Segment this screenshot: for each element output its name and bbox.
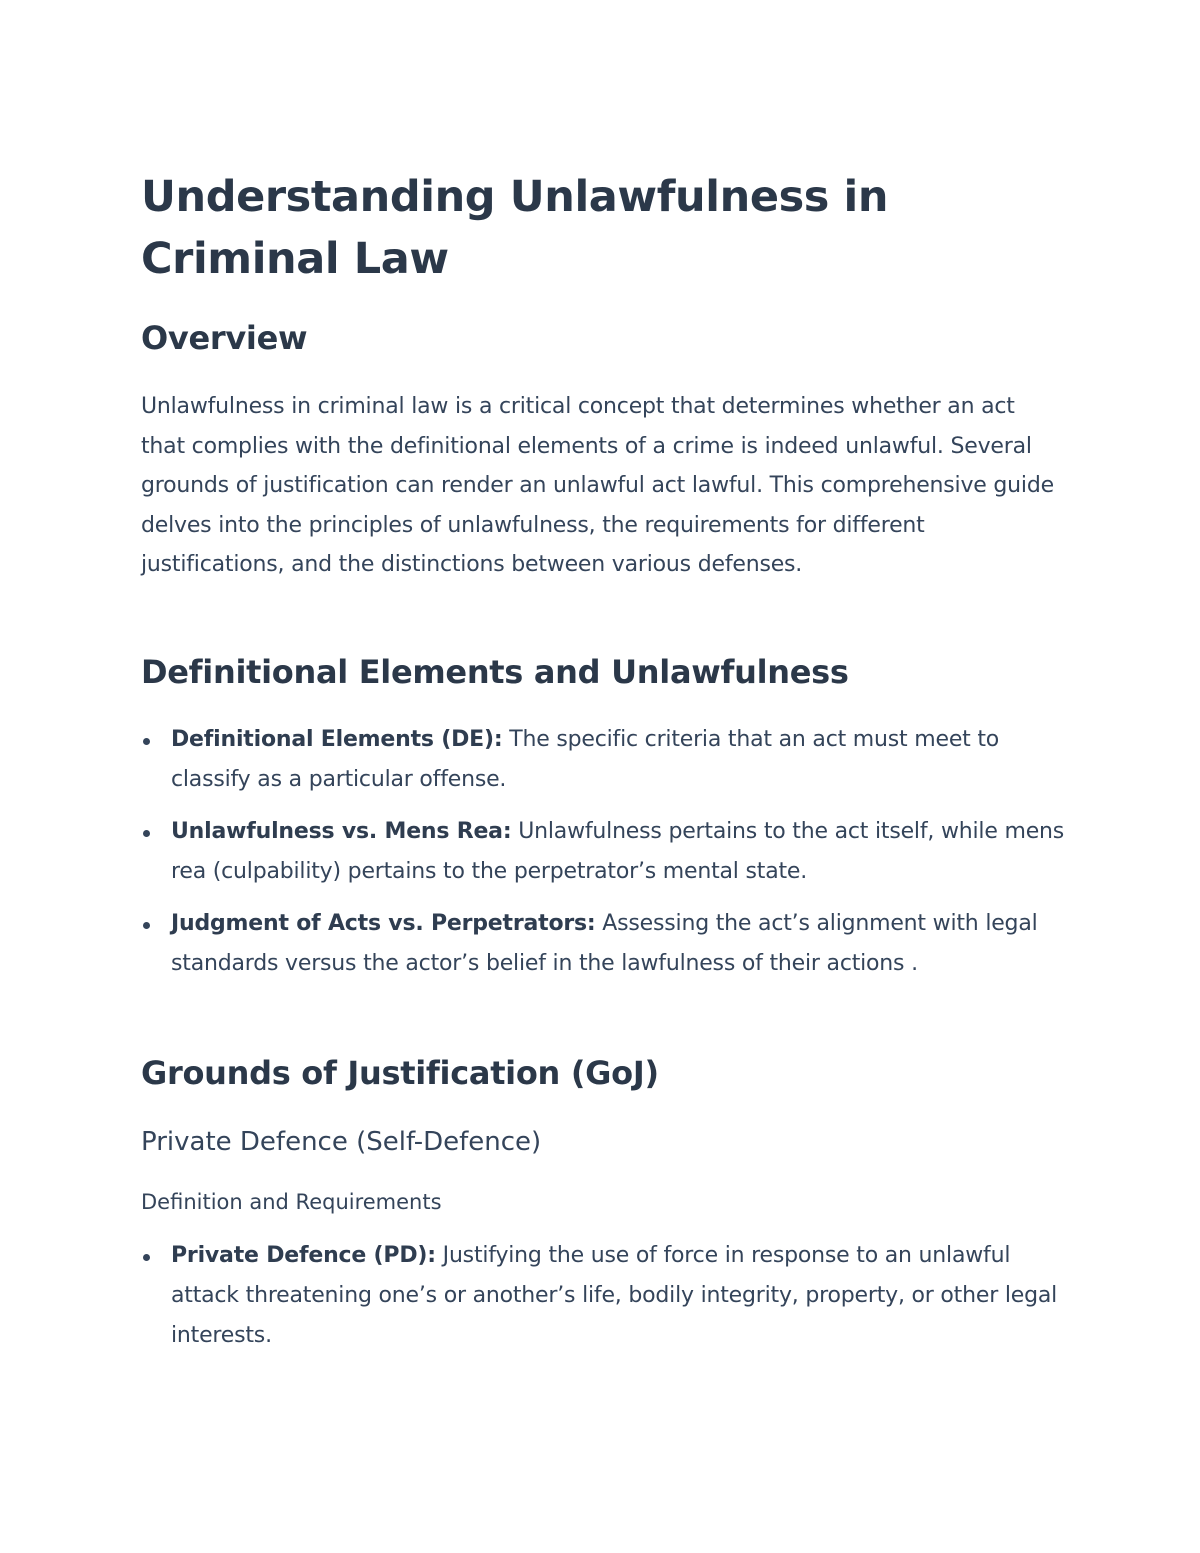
list-item — [141, 720, 1071, 800]
list-item-term: Private Defence (PD): — [171, 1243, 436, 1268]
private-defence-list — [141, 1236, 1071, 1356]
overview-paragraph: Unlawfulness in criminal law is a critical concept that determines whether an act that complies with the definitional elements of a crime is indeed unlawful. Several grounds of justification can render an unlawful act lawful. This comprehensive guide delves into the principles of unlawfulness, the requirements for different justifications, and the distinctions between various defenses. — [141, 394, 1054, 577]
document-title: Understanding Unlawfulness in Criminal Law — [141, 172, 889, 284]
list-item-text: The specific criteria that an act must meet to classify as a particular offense. — [171, 727, 1000, 792]
private-defence-subheading: Private Defence (Self-Defence) — [141, 1127, 542, 1157]
bullet-icon — [143, 1254, 150, 1261]
grounds-of-justification-heading: Grounds of Justification (GoJ) — [141, 1054, 659, 1092]
bullet-icon — [143, 738, 150, 745]
overview-heading: Overview — [141, 319, 308, 357]
list-item-term: Unlawfulness vs. Mens Rea: — [171, 819, 512, 844]
bullet-icon — [143, 830, 150, 837]
bullet-icon — [143, 922, 150, 929]
list-item-term: Definitional Elements (DE): — [171, 727, 503, 752]
list-item — [141, 812, 1071, 892]
list-item — [141, 904, 1071, 984]
definitional-elements-list — [141, 720, 1071, 984]
list-item — [141, 1236, 1071, 1356]
list-item-text: Unlawfulness pertains to the act itself, while mens rea (culpability) pertains to the perpetrator’s mental state. — [171, 819, 1065, 884]
list-item-text: Justifying the use of force in response to an unlawful attack threatening one’s or another’s life, bodily integrity, property, or other legal interests. — [171, 1243, 1058, 1348]
definition-requirements-heading: Definition and Requirements — [141, 1190, 442, 1214]
list-item-text: Assessing the act’s alignment with legal standards versus the actor’s belief in the lawfulness of their actions . — [171, 911, 1038, 976]
list-item-term: Judgment of Acts vs. Perpetrators: — [171, 911, 596, 936]
definitional-elements-heading: Definitional Elements and Unlawfulness — [141, 653, 849, 691]
